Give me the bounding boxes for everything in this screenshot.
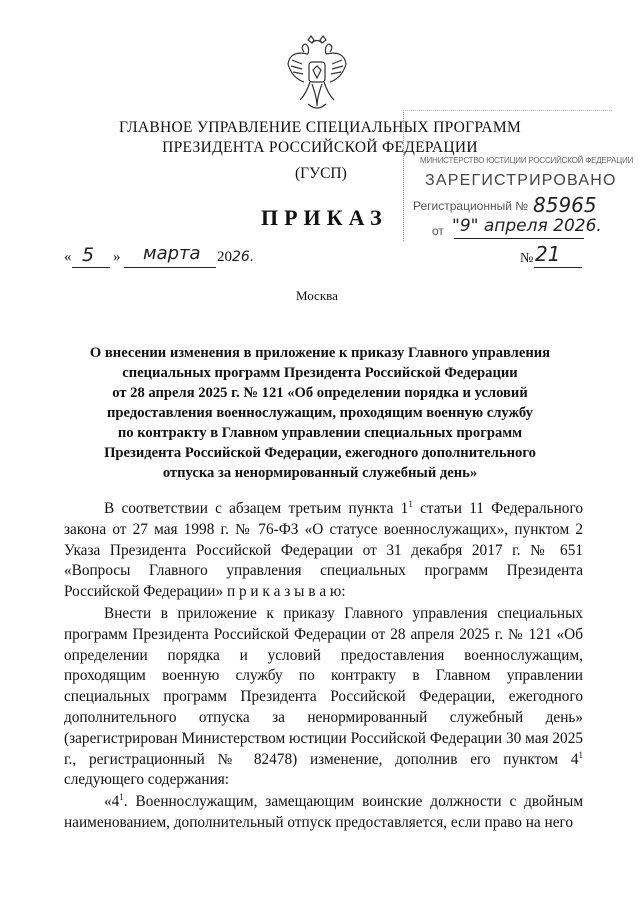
document-type-title: ПРИКАЗ bbox=[261, 205, 388, 230]
order-date-month: марта bbox=[143, 243, 201, 264]
paragraph-text: . Военнослужащим, замещающим воинские должности с двойным наименованием, дополнительный отпуск предоставляется, если право на него bbox=[64, 793, 583, 831]
stamp-status: ЗАРЕГИСТРИРОВАНО bbox=[425, 172, 617, 189]
heading-line: Президента Российской Федерации, ежегодного дополнительного bbox=[104, 445, 536, 461]
paragraph-text: статьи 11 Федерального закона от 27 мая 1998 г. № 76-ФЗ «О статусе военнослужащих», пунктом 2 Указа Президента Российской Федерации от 31 декабря 2017 г. № 651 «Вопросы Главного управления специальных программ Президента Российской Федерации» bbox=[64, 500, 583, 601]
heading-line: предоставления военнослужащим, проходящим военную службу bbox=[107, 405, 533, 421]
day-underline bbox=[72, 267, 110, 268]
order-number-underline bbox=[534, 267, 582, 268]
heading-line: по контракту в Главном управлении специальных программ bbox=[117, 425, 523, 441]
organization-name-line2: ПРЕЗИДЕНТА РОССИЙСКОЙ ФЕДЕРАЦИИ bbox=[162, 139, 478, 156]
heading-line: специальных программ Президента Российской Федерации bbox=[122, 365, 518, 381]
organization-abbreviation: (ГУСП) bbox=[295, 165, 347, 182]
paragraph-text: Внести в приложение к приказу Главного управления специальных программ Президента Российской Федерации от 28 апреля 2025 г. № 121 «Об определении порядка и условий предоставления военнослужащим, проходящим военную службу по контракту в Главном управлении специальных программ Президента Российской Федерации, ежегодного дополнительного отпуска за ненормированный служебный день» (зарегистрирован Министерством юстиции Российской Федерации 30 мая 2025 г., регистрационный № 82478) изменение, дополнив его пунктом 4 bbox=[64, 604, 583, 768]
order-date-open-quote: « bbox=[64, 249, 72, 265]
heading-line: от 28 апреля 2025 г. № 121 «Об определении порядка и условий bbox=[112, 385, 528, 401]
stamp-agency: МИНИСТЕРСТВО ЮСТИЦИИ РОССИЙСКОЙ ФЕДЕРАЦИИ bbox=[420, 156, 634, 165]
stamp-date: "9" апреля 2026. bbox=[452, 216, 602, 236]
stamp-date-prefix: от bbox=[432, 224, 444, 238]
order-directive: п р и к а з ы в а ю: bbox=[226, 583, 346, 601]
stamp-number-label: Регистрационный № bbox=[413, 199, 529, 213]
body-paragraph-3 bbox=[64, 792, 583, 834]
order-date-year-prefix: 20 bbox=[217, 249, 232, 265]
organization-name-line1: ГЛАВНОЕ УПРАВЛЕНИЕ СПЕЦИАЛЬНЫХ ПРОГРАММ bbox=[118, 119, 522, 136]
order-number: 21 bbox=[535, 242, 561, 266]
paragraph-text: следующего содержания: bbox=[64, 771, 230, 789]
order-date-close-quote: » bbox=[113, 249, 121, 265]
stamp-date-underline bbox=[454, 238, 584, 239]
heading-line: О внесении изменения в приложение к приказу Главного управления bbox=[89, 345, 551, 361]
month-underline bbox=[124, 267, 216, 268]
order-heading bbox=[70, 343, 570, 483]
russian-coat-of-arms-icon bbox=[286, 34, 348, 114]
order-body bbox=[64, 499, 583, 834]
superscript: 1 bbox=[578, 749, 583, 760]
order-city: Москва bbox=[296, 288, 338, 303]
body-paragraph-2 bbox=[64, 604, 583, 791]
paragraph-text: В соответствии с абзацем третьим пункта 1 bbox=[104, 500, 409, 517]
heading-line: отпуска за ненормированный служебный день» bbox=[162, 465, 478, 481]
order-date-day: 5 bbox=[82, 244, 95, 266]
superscript: 1 bbox=[408, 499, 413, 509]
order-date-year-suffix: 26. bbox=[232, 249, 255, 265]
superscript: 1 bbox=[119, 792, 124, 803]
stamp-registration-number: 85965 bbox=[533, 193, 597, 217]
body-paragraph-1 bbox=[64, 499, 583, 603]
order-number-label: № bbox=[520, 251, 534, 266]
paragraph-text: «4 bbox=[104, 793, 120, 811]
